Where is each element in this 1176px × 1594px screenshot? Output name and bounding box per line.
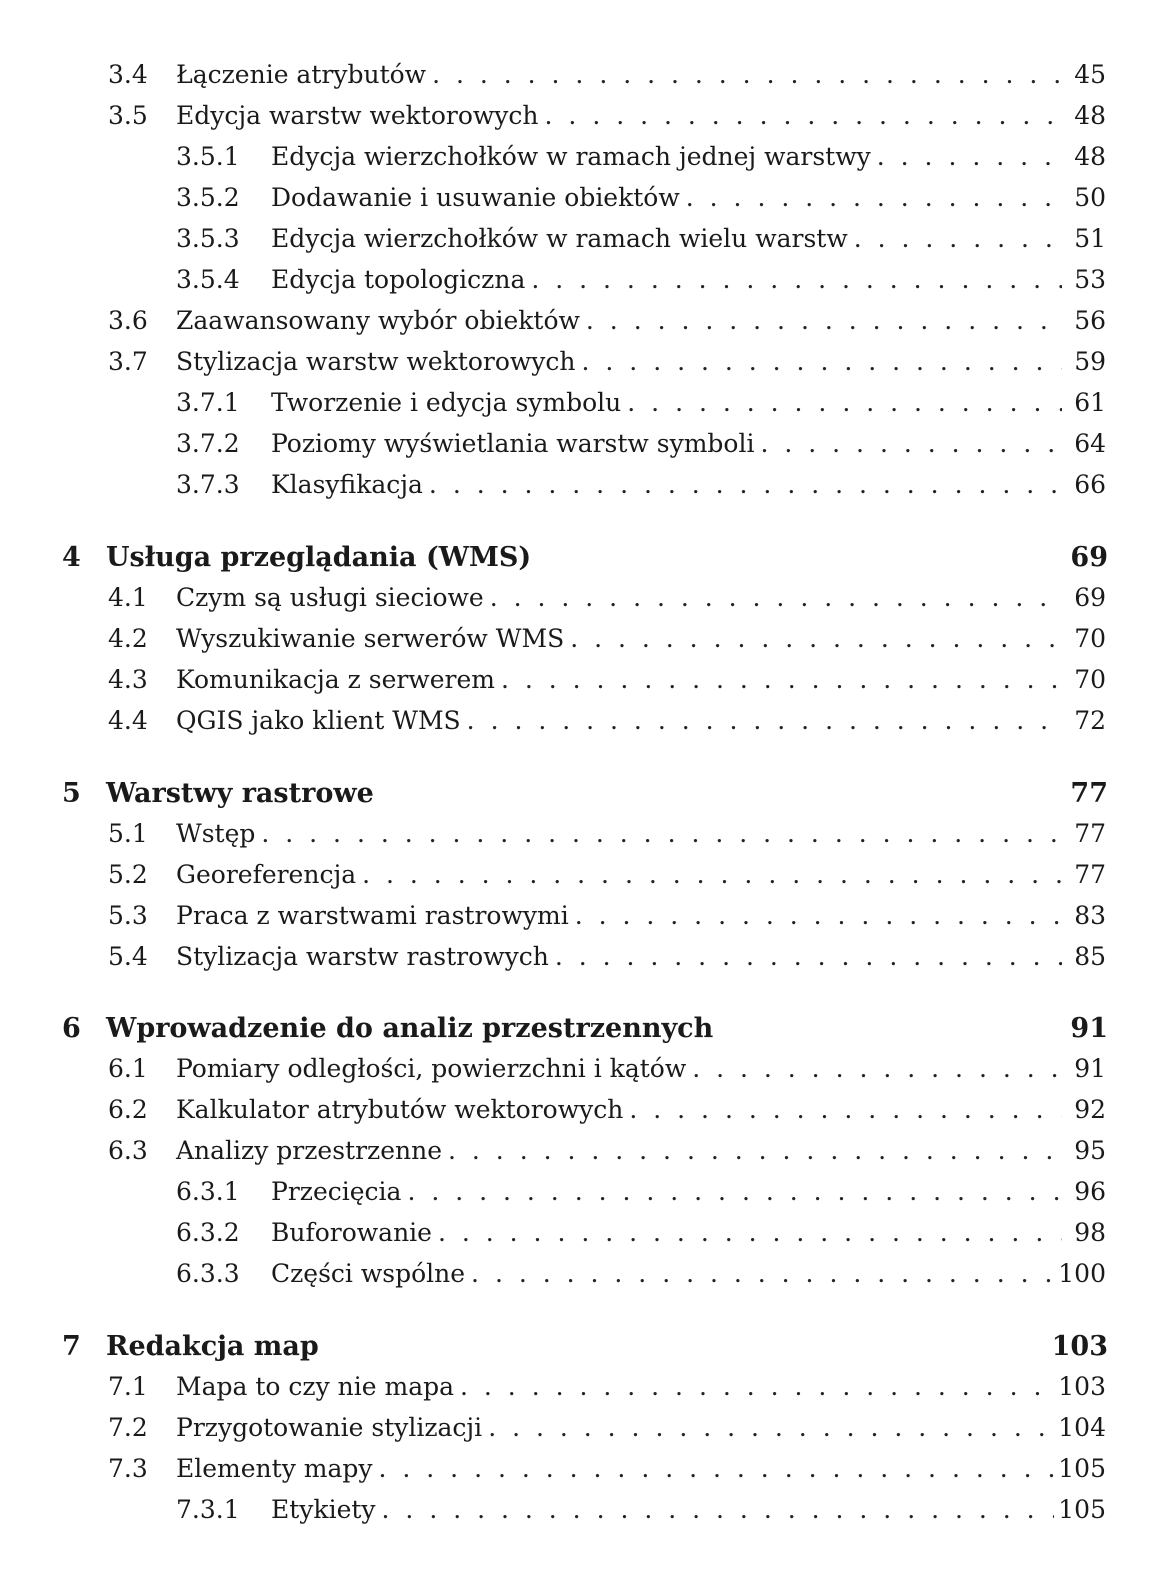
toc-leader (460, 1372, 1054, 1401)
toc-title: Georeferencja (176, 860, 357, 889)
toc-entry (108, 665, 1106, 701)
toc-title: Tworzenie i edycja symbolu (271, 388, 622, 417)
toc-title: Elementy mapy (176, 1454, 373, 1483)
toc-title: QGIS jako klient WMS (176, 706, 461, 735)
toc-page-number: 48 (1074, 142, 1106, 171)
toc-title: Redakcja map (106, 1331, 319, 1362)
toc-entry (108, 1095, 1106, 1131)
toc-entry (176, 265, 1106, 301)
toc-entry (108, 1054, 1106, 1090)
toc-title: Edycja wierzchołków w ramach wielu warstw (271, 224, 848, 253)
toc-number: 6.3.2 (176, 1218, 240, 1247)
toc-page-number: 56 (1074, 306, 1106, 335)
toc-number: 6.3 (108, 1136, 148, 1165)
toc-title: Poziomy wyświetlania warstw symboli (271, 429, 755, 458)
toc-entry (108, 901, 1106, 937)
toc-page-number: 70 (1074, 624, 1106, 653)
toc-number: 4.4 (108, 706, 148, 735)
toc-page-number: 61 (1074, 388, 1106, 417)
toc-page-number: 105 (1058, 1495, 1106, 1524)
toc-entry (108, 942, 1106, 978)
toc-number: 7.2 (108, 1413, 148, 1442)
toc-title: Wstęp (176, 819, 256, 848)
toc-leader (582, 347, 1062, 376)
toc-leader (629, 1095, 1062, 1124)
toc-title: Części wspólne (271, 1259, 466, 1288)
toc-page-number: 48 (1074, 101, 1106, 130)
toc-entry (176, 224, 1106, 260)
toc-leader (448, 1136, 1062, 1165)
toc-number: 6.3.1 (176, 1177, 240, 1206)
toc-leader (575, 901, 1062, 930)
toc-title: Wyszukiwanie serwerów WMS (176, 624, 565, 653)
toc-number: 6.2 (108, 1095, 148, 1124)
toc-entry (108, 60, 1106, 96)
toc-number: 3.5.3 (176, 224, 240, 253)
toc-entry (62, 1331, 1108, 1367)
toc-entry (176, 1177, 1106, 1213)
toc-number: 3.5.4 (176, 265, 240, 294)
toc-leader (432, 60, 1062, 89)
toc-number: 7.1 (108, 1372, 148, 1401)
toc-title: Przygotowanie stylizacji (176, 1413, 483, 1442)
toc-number: 3.4 (108, 60, 148, 89)
toc-page-number: 95 (1074, 1136, 1106, 1165)
toc-page-number: 103 (1051, 1331, 1108, 1362)
toc-page-number: 59 (1074, 347, 1106, 376)
toc-number: 7 (62, 1331, 81, 1362)
toc-leader (877, 142, 1062, 171)
toc-entry (176, 1218, 1106, 1254)
toc-number: 4.1 (108, 583, 148, 612)
toc-number: 5.1 (108, 819, 148, 848)
toc-number: 3.5.1 (176, 142, 240, 171)
toc-number: 6.3.3 (176, 1259, 240, 1288)
toc-title: Zaawansowany wybór obiektów (176, 306, 580, 335)
toc-number: 6.1 (108, 1054, 148, 1083)
toc-leader (760, 429, 1062, 458)
toc-title: Praca z warstwami rastrowymi (176, 901, 569, 930)
toc-page-number: 64 (1074, 429, 1106, 458)
toc-title: Stylizacja warstw wektorowych (176, 347, 576, 376)
toc-title: Etykiety (271, 1495, 376, 1524)
toc-number: 4 (62, 542, 81, 573)
toc-number: 7.3.1 (176, 1495, 240, 1524)
toc-entry (108, 583, 1106, 619)
toc-page-number: 92 (1074, 1095, 1106, 1124)
toc-number: 3.6 (108, 306, 148, 335)
toc-number: 3.5.2 (176, 183, 240, 212)
toc-leader (261, 819, 1062, 848)
toc-page-number: 45 (1074, 60, 1106, 89)
toc-title: Stylizacja warstw rastrowych (176, 942, 549, 971)
toc-page-number: 105 (1058, 1454, 1106, 1483)
toc-page-number: 53 (1074, 265, 1106, 294)
toc-entry (108, 306, 1106, 342)
toc-entry (62, 778, 1108, 814)
toc-title: Buforowanie (271, 1218, 432, 1247)
toc-page-number: 91 (1070, 1013, 1108, 1044)
toc-title: Analizy przestrzenne (176, 1136, 443, 1165)
toc-entry (108, 819, 1106, 855)
toc-entry (176, 470, 1106, 506)
toc-page-number: 77 (1074, 819, 1106, 848)
toc-entry (176, 142, 1106, 178)
toc-number: 7.3 (108, 1454, 148, 1483)
toc-number: 5.2 (108, 860, 148, 889)
toc-title: Dodawanie i usuwanie obiektów (271, 183, 680, 212)
toc-page-number: 77 (1074, 860, 1106, 889)
toc-entry (108, 1413, 1106, 1449)
toc-page-number: 51 (1074, 224, 1106, 253)
toc-page-number: 91 (1074, 1054, 1106, 1083)
toc-leader (382, 1495, 1055, 1524)
toc-number: 3.7 (108, 347, 148, 376)
toc-title: Czym są usługi sieciowe (176, 583, 484, 612)
toc-number: 3.7.3 (176, 470, 240, 499)
toc-entry (108, 860, 1106, 896)
toc-leader (362, 860, 1062, 889)
toc-page-number: 69 (1074, 583, 1106, 612)
toc-entry (108, 1372, 1106, 1408)
toc-title: Klasyfikacja (271, 470, 423, 499)
toc-title: Pomiary odległości, powierzchni i kątów (176, 1054, 687, 1083)
toc-page-number: 103 (1058, 1372, 1106, 1401)
toc-title: Usługa przeglądania (WMS) (106, 542, 532, 573)
toc-leader (379, 1454, 1055, 1483)
toc-page-number: 83 (1074, 901, 1106, 930)
toc-entry (176, 429, 1106, 465)
toc-number: 3.7.1 (176, 388, 240, 417)
toc-entry (176, 1259, 1106, 1295)
toc-page-number: 50 (1074, 183, 1106, 212)
toc-entry (176, 183, 1106, 219)
toc-entry (176, 1495, 1106, 1531)
toc-entry (108, 1454, 1106, 1490)
toc-title: Kalkulator atrybutów wektorowych (176, 1095, 624, 1124)
toc-leader (686, 183, 1062, 212)
toc-leader (545, 101, 1062, 130)
toc-page-number: 72 (1074, 706, 1106, 735)
toc-number: 5.4 (108, 942, 148, 971)
toc-leader (438, 1218, 1062, 1247)
toc-leader (471, 1259, 1054, 1288)
toc-entry (176, 388, 1106, 424)
toc-leader (407, 1177, 1062, 1206)
toc-number: 5.3 (108, 901, 148, 930)
toc-leader (467, 706, 1062, 735)
toc-title: Warstwy rastrowe (106, 778, 374, 809)
toc-entry (108, 624, 1106, 660)
toc-title: Przecięcia (271, 1177, 402, 1206)
toc-number: 5 (62, 778, 81, 809)
toc-leader (555, 942, 1062, 971)
toc-page-number: 96 (1074, 1177, 1106, 1206)
toc-page-number: 104 (1058, 1413, 1106, 1442)
toc-page-number: 69 (1070, 542, 1108, 573)
toc-title: Edycja warstw wektorowych (176, 101, 539, 130)
toc-page-number: 70 (1074, 665, 1106, 694)
toc-entry (108, 706, 1106, 742)
toc-number: 3.7.2 (176, 429, 240, 458)
toc-leader (501, 665, 1062, 694)
toc-entry (62, 1013, 1108, 1049)
toc-page-number: 77 (1070, 778, 1108, 809)
toc-number: 4.2 (108, 624, 148, 653)
toc-page-number: 66 (1074, 470, 1106, 499)
toc-number: 6 (62, 1013, 81, 1044)
toc-leader (488, 1413, 1054, 1442)
toc-entry (108, 101, 1106, 137)
toc-leader (531, 265, 1062, 294)
toc-leader (429, 470, 1062, 499)
toc-number: 3.5 (108, 101, 148, 130)
toc-title: Wprowadzenie do analiz przestrzennych (106, 1013, 714, 1044)
toc-leader (586, 306, 1062, 335)
toc-leader (570, 624, 1062, 653)
toc-title: Komunikacja z serwerem (176, 665, 495, 694)
toc-leader (854, 224, 1062, 253)
toc-entry (108, 347, 1106, 383)
toc-title: Mapa to czy nie mapa (176, 1372, 455, 1401)
toc-leader (692, 1054, 1062, 1083)
toc-number: 4.3 (108, 665, 148, 694)
toc-page-number: 85 (1074, 942, 1106, 971)
toc-title: Edycja topologiczna (271, 265, 526, 294)
toc-entry (108, 1136, 1106, 1172)
toc-page-number: 98 (1074, 1218, 1106, 1247)
toc-entry (62, 542, 1108, 578)
toc-page-number: 100 (1058, 1259, 1106, 1288)
toc-title: Łączenie atrybutów (176, 60, 427, 89)
toc-title: Edycja wierzchołków w ramach jednej warstwy (271, 142, 871, 171)
toc-leader (490, 583, 1062, 612)
toc-leader (627, 388, 1062, 417)
